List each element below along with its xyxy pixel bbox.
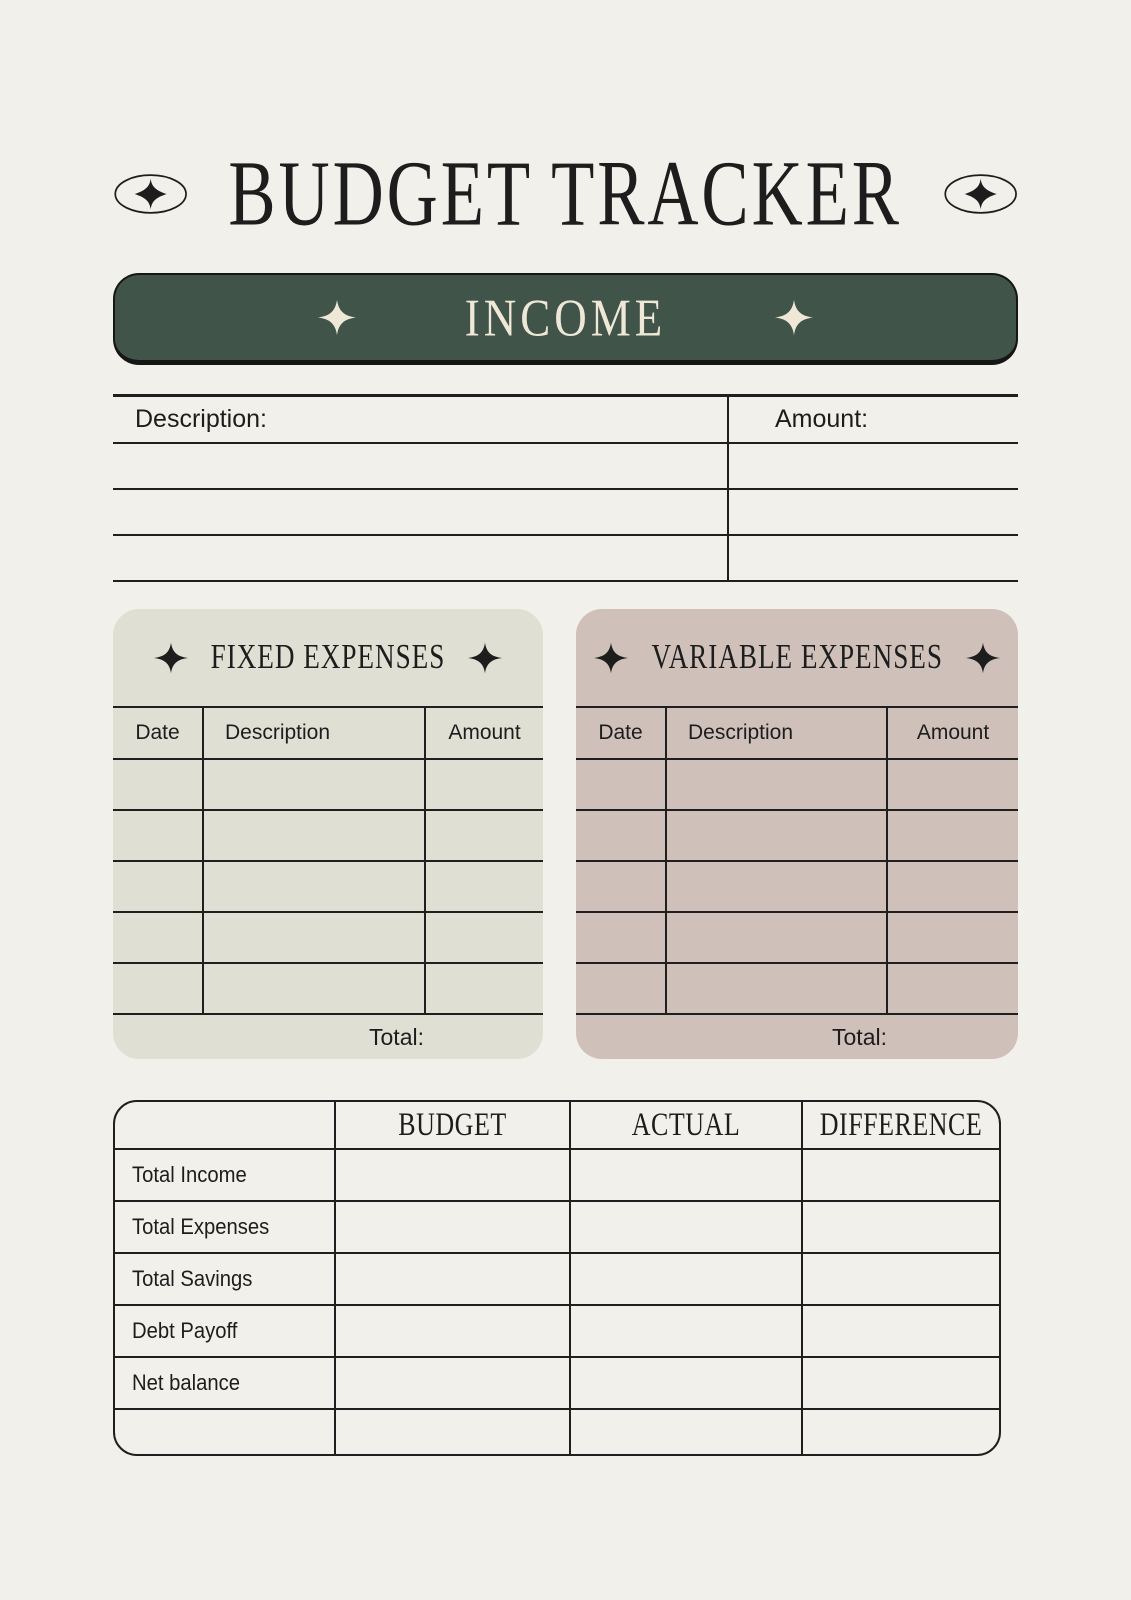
income-description-cell[interactable] — [113, 444, 727, 488]
summary-budget-header-label: BUDGET — [398, 1106, 507, 1143]
summary-difference-cell[interactable] — [801, 1358, 999, 1408]
fixed-date-cell[interactable] — [113, 811, 202, 860]
summary-row-empty — [115, 1410, 999, 1454]
income-title: INCOME — [464, 288, 667, 347]
variable-amount-header: Amount — [886, 708, 1018, 758]
fixed-expenses-header-row — [113, 708, 543, 760]
sparkle-icon — [467, 642, 503, 674]
variable-description-cell[interactable] — [665, 862, 886, 911]
income-description-header: Description: — [135, 405, 267, 433]
page-title: BUDGET TRACKER — [228, 141, 903, 246]
fixed-amount-cell[interactable] — [424, 964, 543, 1013]
summary-budget-cell[interactable] — [334, 1306, 569, 1356]
variable-expenses-header — [576, 609, 1018, 706]
fixed-total-row — [113, 1015, 543, 1059]
summary-actual-header — [569, 1102, 801, 1148]
variable-description-cell[interactable] — [665, 760, 886, 809]
variable-total-value-cell[interactable] — [887, 1015, 1018, 1059]
summary-actual-cell[interactable] — [569, 1306, 801, 1356]
summary-budget-cell[interactable] — [334, 1150, 569, 1200]
variable-expenses-title: VARIABLE EXPENSES — [651, 637, 943, 677]
fixed-date-header: Date — [135, 721, 180, 744]
variable-date-cell[interactable] — [576, 760, 665, 809]
variable-amount-cell[interactable] — [886, 913, 1018, 962]
sparkle-icon — [317, 299, 357, 336]
summary-row-label: Total Income — [132, 1162, 247, 1187]
variable-description-header: Description — [665, 708, 886, 758]
fixed-expenses-panel — [113, 609, 543, 1059]
sparkle-icon — [774, 299, 814, 336]
summary-row-total-income — [115, 1150, 999, 1202]
income-row — [113, 444, 1018, 490]
income-amount-header: Amount: — [727, 397, 1018, 442]
variable-expense-row — [576, 913, 1018, 964]
variable-date-cell[interactable] — [576, 913, 665, 962]
summary-row-net-balance — [115, 1358, 999, 1410]
fixed-description-cell[interactable] — [202, 964, 424, 1013]
variable-expenses-header-row — [576, 708, 1018, 760]
ellipse-sparkle-icon-right — [943, 158, 1018, 230]
variable-expense-row — [576, 964, 1018, 1015]
variable-total-label: Total: — [832, 1023, 887, 1050]
fixed-expenses-title: FIXED EXPENSES — [210, 637, 446, 677]
variable-amount-cell[interactable] — [886, 964, 1018, 1013]
fixed-total-value-cell[interactable] — [424, 1015, 543, 1059]
sparkle-icon — [593, 642, 629, 674]
income-row — [113, 536, 1018, 582]
variable-expense-row — [576, 862, 1018, 913]
variable-amount-cell[interactable] — [886, 811, 1018, 860]
summary-actual-cell[interactable] — [569, 1410, 801, 1454]
variable-expense-row — [576, 811, 1018, 862]
summary-row-label: Net balance — [132, 1370, 241, 1395]
content-area — [113, 141, 1018, 1456]
fixed-amount-cell[interactable] — [424, 811, 543, 860]
income-amount-cell[interactable] — [727, 490, 1018, 534]
fixed-amount-cell[interactable] — [424, 862, 543, 911]
fixed-date-cell[interactable] — [113, 862, 202, 911]
variable-date-cell[interactable] — [576, 964, 665, 1013]
income-row — [113, 490, 1018, 536]
summary-budget-cell[interactable] — [334, 1202, 569, 1252]
ellipse-sparkle-icon-left — [113, 158, 188, 230]
summary-actual-header-label: ACTUAL — [631, 1106, 741, 1143]
summary-difference-cell[interactable] — [801, 1202, 999, 1252]
fixed-date-cell[interactable] — [113, 760, 202, 809]
summary-difference-cell[interactable] — [801, 1410, 999, 1454]
variable-description-cell[interactable] — [665, 964, 886, 1013]
summary-actual-cell[interactable] — [569, 1358, 801, 1408]
variable-amount-cell[interactable] — [886, 862, 1018, 911]
income-amount-cell[interactable] — [727, 536, 1018, 580]
income-table — [113, 394, 1018, 582]
summary-actual-cell[interactable] — [569, 1150, 801, 1200]
variable-date-cell[interactable] — [576, 862, 665, 911]
summary-difference-cell[interactable] — [801, 1306, 999, 1356]
income-banner — [113, 273, 1018, 365]
fixed-amount-cell[interactable] — [424, 913, 543, 962]
summary-table — [113, 1100, 1001, 1456]
fixed-description-cell[interactable] — [202, 862, 424, 911]
fixed-date-cell[interactable] — [113, 913, 202, 962]
summary-row-label: Debt Payoff — [132, 1318, 238, 1343]
summary-difference-header-label: DIFFERENCE — [819, 1106, 983, 1143]
summary-corner-cell — [115, 1102, 334, 1148]
variable-description-cell[interactable] — [665, 913, 886, 962]
fixed-expense-row — [113, 862, 543, 913]
variable-expenses-panel — [576, 609, 1018, 1059]
fixed-expense-row — [113, 760, 543, 811]
summary-budget-cell[interactable] — [334, 1254, 569, 1304]
summary-difference-cell[interactable] — [801, 1150, 999, 1200]
summary-budget-header — [334, 1102, 569, 1148]
summary-row-label — [115, 1410, 334, 1454]
income-description-cell[interactable] — [113, 536, 727, 580]
fixed-description-cell[interactable] — [202, 811, 424, 860]
summary-difference-header — [801, 1102, 999, 1148]
fixed-description-cell[interactable] — [202, 760, 424, 809]
fixed-total-label: Total: — [369, 1023, 424, 1050]
sparkle-icon — [965, 642, 1001, 674]
sparkle-icon — [153, 642, 189, 674]
fixed-date-cell[interactable] — [113, 964, 202, 1013]
summary-row-label: Total Expenses — [132, 1214, 270, 1239]
summary-row-total-savings — [115, 1254, 999, 1306]
variable-date-cell[interactable] — [576, 811, 665, 860]
income-header-row — [113, 397, 1018, 444]
fixed-description-header: Description — [202, 708, 424, 758]
variable-total-row — [576, 1015, 1018, 1059]
variable-expenses-table — [576, 706, 1018, 1059]
summary-actual-cell[interactable] — [569, 1202, 801, 1252]
fixed-expenses-table — [113, 706, 543, 1059]
fixed-amount-header: Amount — [424, 708, 543, 758]
summary-row-debt-payoff — [115, 1306, 999, 1358]
income-description-cell[interactable] — [113, 490, 727, 534]
fixed-amount-cell[interactable] — [424, 760, 543, 809]
summary-row-label: Total Savings — [132, 1266, 253, 1291]
fixed-expense-row — [113, 964, 543, 1015]
page-header — [113, 141, 1018, 246]
summary-budget-cell[interactable] — [334, 1410, 569, 1454]
summary-row-total-expenses — [115, 1202, 999, 1254]
summary-header-row — [115, 1102, 999, 1150]
summary-difference-cell[interactable] — [801, 1254, 999, 1304]
variable-amount-cell[interactable] — [886, 760, 1018, 809]
fixed-expense-row — [113, 913, 543, 964]
variable-date-header: Date — [598, 721, 643, 744]
summary-actual-cell[interactable] — [569, 1254, 801, 1304]
fixed-expense-row — [113, 811, 543, 862]
summary-budget-cell[interactable] — [334, 1358, 569, 1408]
fixed-description-cell[interactable] — [202, 913, 424, 962]
variable-expense-row — [576, 760, 1018, 811]
income-amount-cell[interactable] — [727, 444, 1018, 488]
expenses-panels — [113, 609, 1018, 1059]
variable-description-cell[interactable] — [665, 811, 886, 860]
fixed-expenses-header — [113, 609, 543, 706]
